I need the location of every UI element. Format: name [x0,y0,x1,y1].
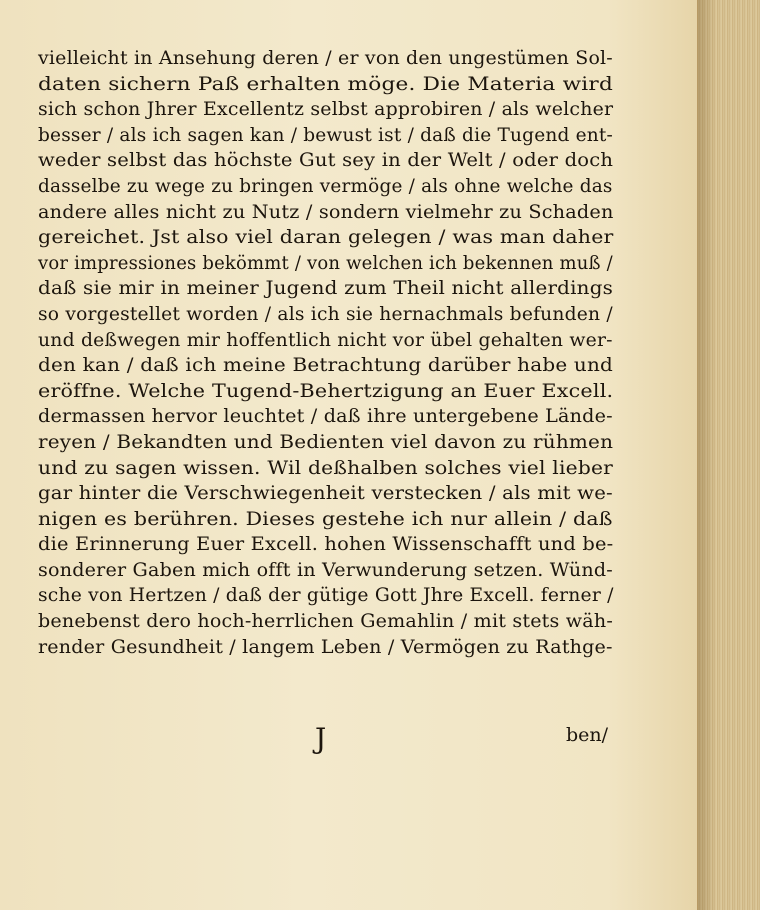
text-line: sonderer Gaben mich offt in Verwunderung setzen. Wünd- [38,558,613,581]
text-line: eröffne. Welche Tugend-Behertzigung an Euer Excell. [38,379,614,402]
page-edge-stack [697,0,760,910]
text-line: und zu sagen wissen. Wil deßhalben solches viel lieber [38,456,614,479]
body-text [38,46,613,660]
text-line: gereichet. Jst also viel daran gelegen / was man daher [38,226,614,249]
text-line: sich schon Jhrer Excellentz selbst approbiren / als welcher [38,98,614,121]
text-line: andere alles nicht zu Nutz / sondern vielmehr zu Schaden [38,200,614,223]
text-line: vielleicht in Ansehung deren / er von den ungestümen Sol- [38,47,613,69]
text-line: gar hinter die Verschwiegenheit verstecken / als mit we- [38,482,613,505]
text-line: nigen es berühren. Dieses gestehe ich nur allein / daß [38,507,613,530]
text-line: dasselbe zu wege zu bringen vermöge / als ohne welche das [38,174,613,197]
text-line: dermassen hervor leuchtet / daß ihre untergebene Lände- [38,405,613,428]
text-line: besser / als ich sagen kan / bewust ist / daß die Tugend ent- [38,123,613,146]
text-line: so vorgestellet worden / als ich sie hernachmals befunden / [38,302,613,325]
text-line: daten sichern Paß erhalten möge. Die Materia wird [38,72,614,95]
text-line: und deßwegen mir hoffentlich nicht vor übel gehalten wer- [38,328,613,351]
catchword: ben/ [566,724,609,746]
text-line: daß sie mir in meiner Jugend zum Theil nicht allerdings [38,277,614,300]
text-line: render Gesundheit / langem Leben / Vermögen zu Rathge- [38,635,613,658]
text-line: benebenst dero hoch-herrlichen Gemahlin / mit stets wäh- [38,610,613,633]
text-line: reyen / Bekandten und Bedienten viel davon zu rühmen [38,430,614,453]
text-line: weder selbst das höchste Gut sey in der Welt / oder doch [38,149,614,172]
text-line: den kan / daß ich meine Betrachtung darüber habe und [38,354,614,377]
signature-mark: J [315,722,327,755]
text-line: vor impressiones bekömmt / von welchen ich bekennen muß / [38,251,613,274]
text-line: sche von Hertzen / daß der gütige Gott Jhre Excell. ferner / [38,584,614,607]
text-line: die Erinnerung Euer Excell. hohen Wissenschafft und be- [38,533,614,556]
